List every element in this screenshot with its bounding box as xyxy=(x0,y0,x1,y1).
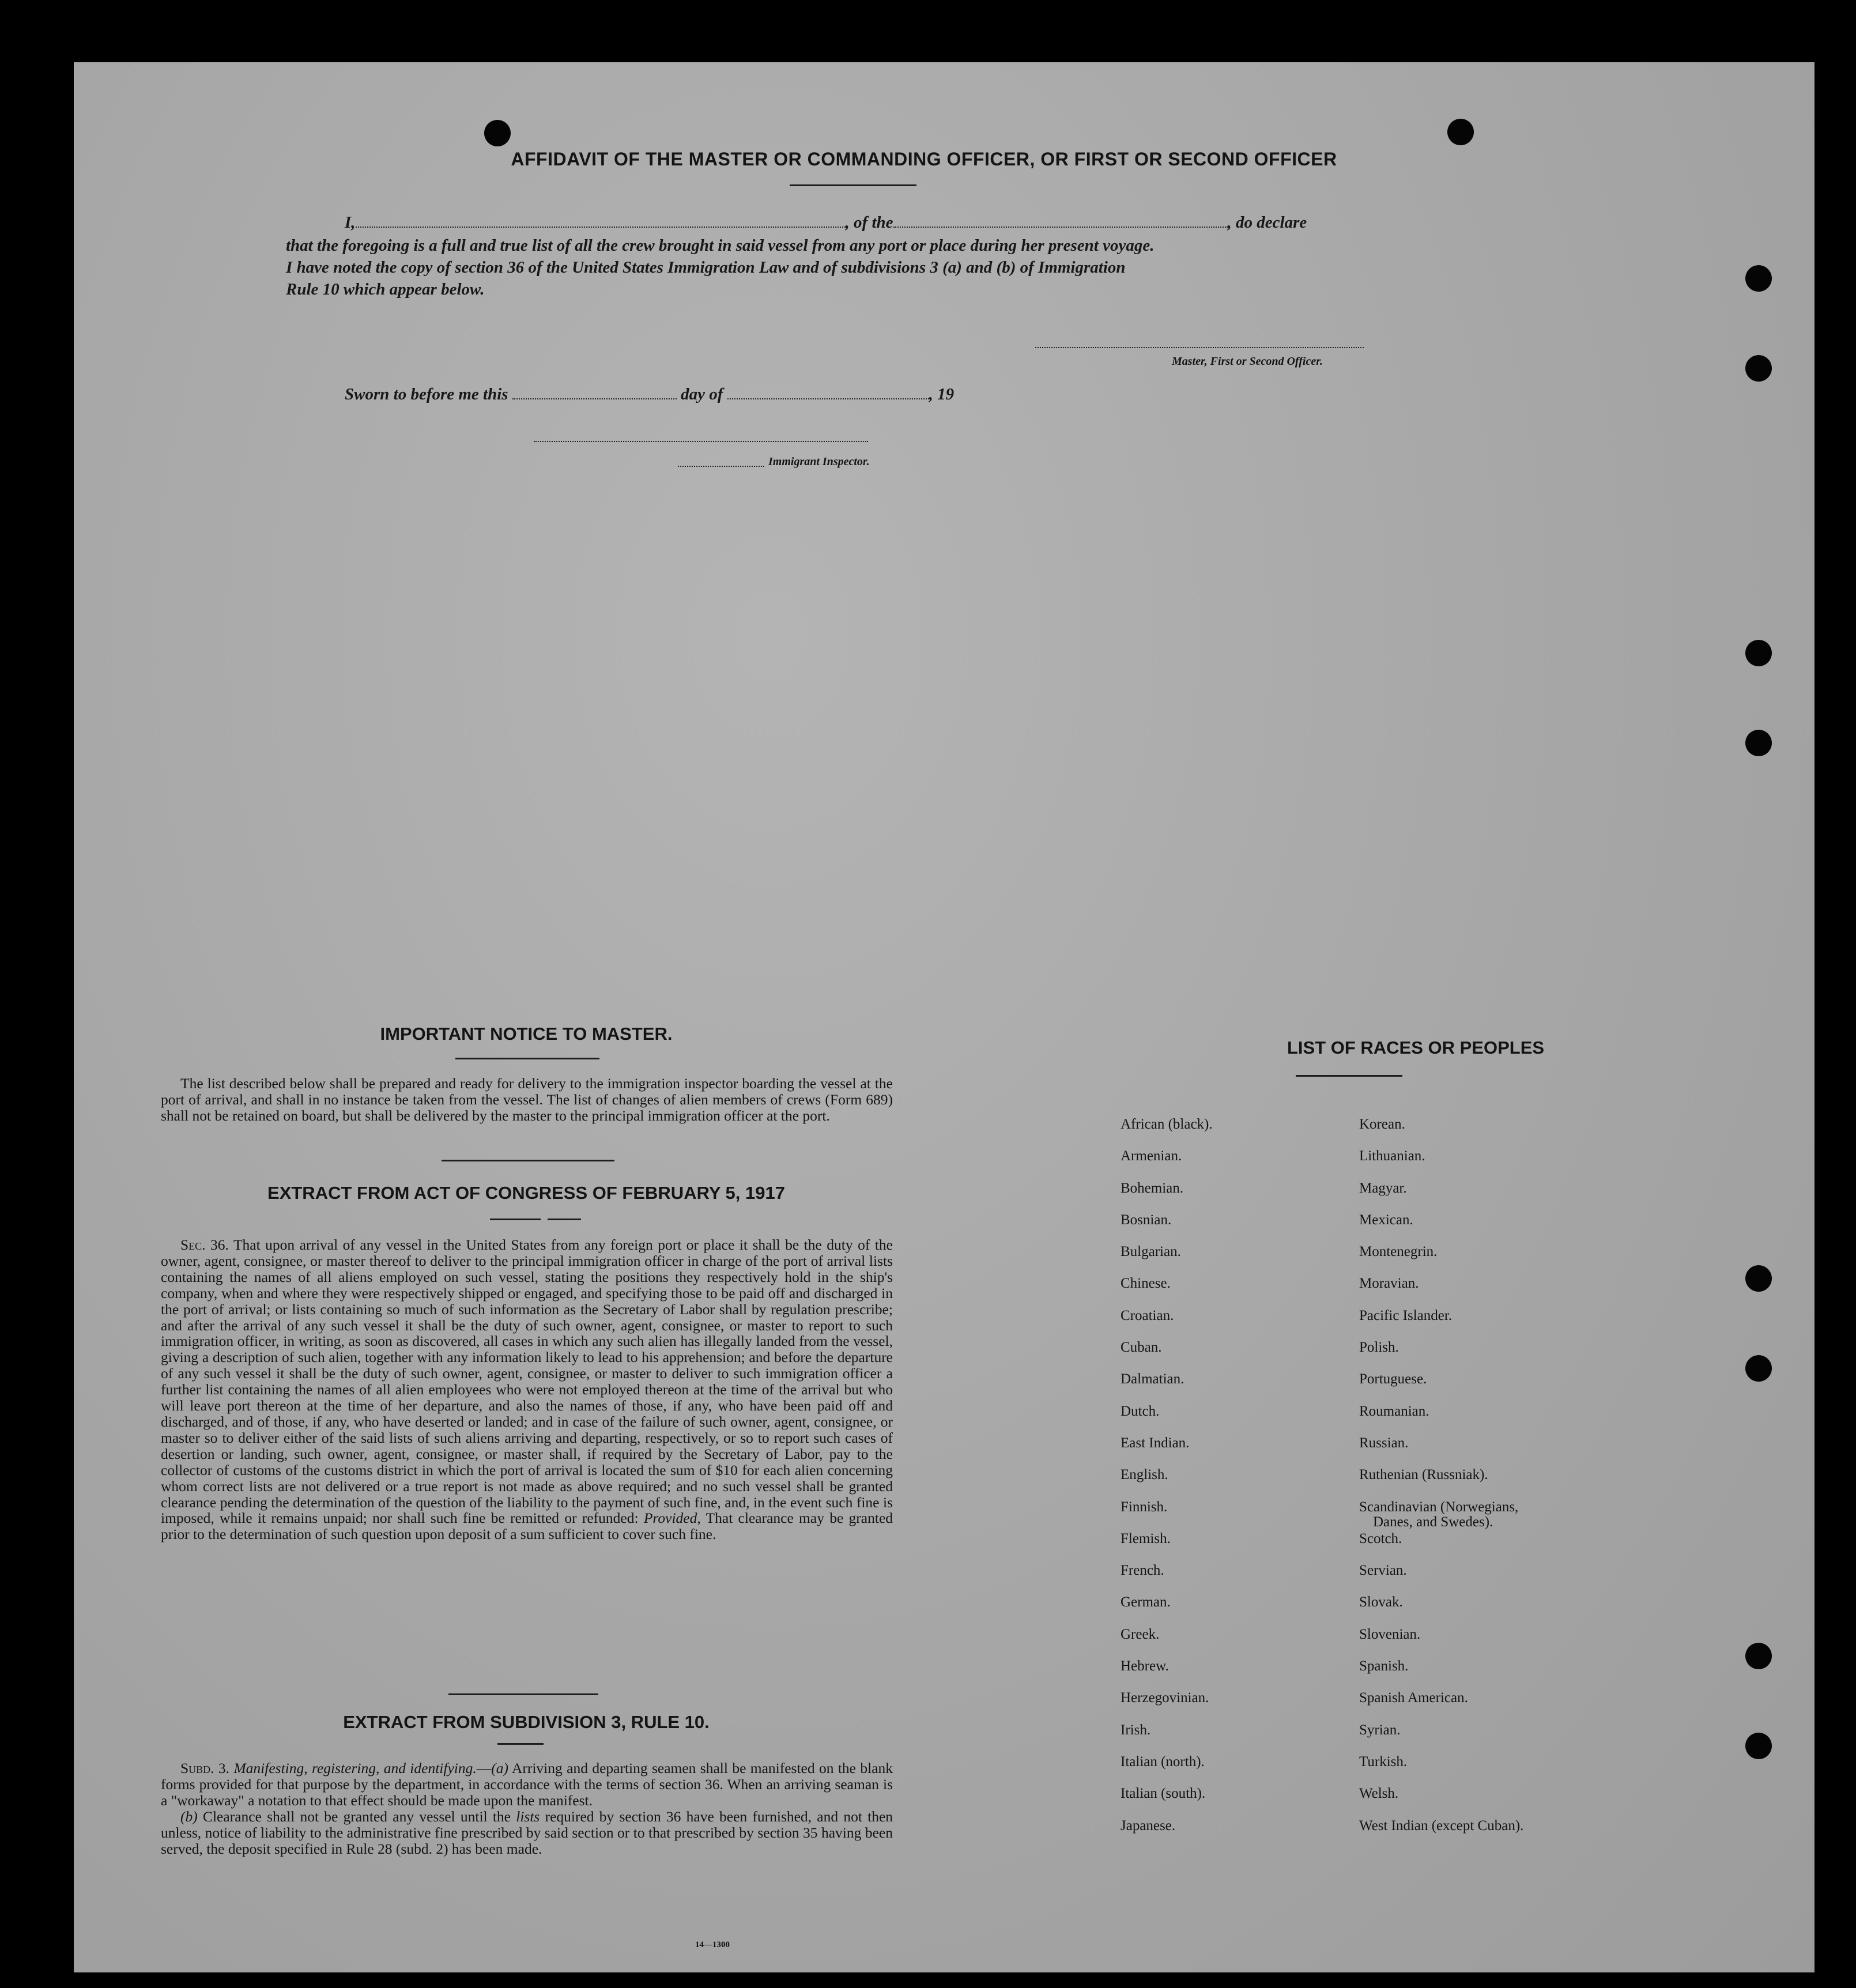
divider xyxy=(448,1693,598,1695)
document-page xyxy=(74,62,1814,1972)
race-item: Pacific Islander. xyxy=(1359,1307,1453,1323)
clause-a-label: (a) xyxy=(491,1760,508,1776)
punch-hole xyxy=(1745,265,1772,292)
race-item: Moravian. xyxy=(1359,1276,1419,1292)
name-blank xyxy=(356,227,846,228)
race-item: Bosnian. xyxy=(1121,1212,1172,1228)
clause-b-text-1: Clearance shall not be granted any vessel until the xyxy=(202,1808,511,1825)
notice-paragraph: The list described below shall be prepared and ready for delivery to the immigration inspector boarding the vessel at the port of arrival, and shall in no instance be taken from the vessel. The list of changes of alien members of crews (Form 689) shall not be retained on board, but shall be delivered by the master to the principal immigration officer at the port. xyxy=(161,1075,893,1124)
inspector-dots xyxy=(678,466,764,467)
race-item: Italian (north). xyxy=(1121,1753,1205,1770)
race-item: Chinese. xyxy=(1121,1276,1171,1292)
race-item: German. xyxy=(1121,1594,1171,1610)
master-signature-label: Master, First or Second Officer. xyxy=(1172,355,1323,368)
rule-paragraph-a: Subd. 3. Manifesting, registering, and identifying.—(a) Arriving and departing seamen shall be manifested on the blank forms provided for that purpose by the department, in accordance with the terms of section 36. When an arriving seaman is a "workaway" a notation to that effect should be made upon the manifest. xyxy=(161,1760,893,1809)
race-item: Finnish. xyxy=(1121,1499,1168,1515)
affidavit-of-the: , of the xyxy=(845,213,893,232)
divider xyxy=(548,1219,581,1220)
section-label: Sec. 36. xyxy=(180,1236,229,1253)
act-title: EXTRACT FROM ACT OF CONGRESS OF FEBRUARY 5, 1917 xyxy=(267,1183,785,1203)
subd-label: Subd. 3. xyxy=(180,1760,230,1776)
race-item: Welsh. xyxy=(1359,1786,1399,1802)
sworn-line xyxy=(345,385,954,404)
race-item: Bohemian. xyxy=(1121,1180,1184,1196)
race-item: Korean. xyxy=(1359,1116,1405,1132)
race-item: Portuguese. xyxy=(1359,1371,1427,1387)
race-item: Roumanian. xyxy=(1359,1403,1429,1419)
notice-text xyxy=(161,1076,893,1124)
divider xyxy=(497,1743,544,1745)
races-title: LIST OF RACES OR PEOPLES xyxy=(1287,1038,1545,1058)
rule-text xyxy=(161,1760,893,1857)
day-of-text: day of xyxy=(681,385,723,403)
race-item: Croatian. xyxy=(1121,1307,1174,1323)
year-prefix: , 19 xyxy=(929,385,955,403)
race-item: African (black). xyxy=(1121,1116,1213,1132)
act-paragraph xyxy=(161,1237,893,1542)
race-item-scandinavian xyxy=(1359,1500,1523,1531)
races-right-column xyxy=(1359,1117,1523,1850)
race-item: Lithuanian. xyxy=(1359,1148,1425,1164)
divider xyxy=(442,1160,614,1161)
race-item: English. xyxy=(1121,1467,1168,1483)
race-item: Dalmatian. xyxy=(1121,1371,1184,1387)
punch-hole xyxy=(484,120,511,146)
races-left-column xyxy=(1121,1117,1213,1850)
race-item: Spanish. xyxy=(1359,1658,1409,1674)
sworn-month-blank xyxy=(727,398,929,399)
race-item: Turkish. xyxy=(1359,1753,1408,1770)
affidavit-line-2: that the foregoing is a full and true list of all the crew brought in said vessel from any port or place during her present voyage. xyxy=(286,236,1155,255)
master-signature-line xyxy=(1035,347,1364,348)
punch-hole xyxy=(1745,355,1772,382)
race-item: Hebrew. xyxy=(1121,1658,1169,1674)
affidavit-line-1 xyxy=(345,213,1497,232)
affidavit-line-4: Rule 10 which appear below. xyxy=(286,280,485,299)
affidavit-title: AFFIDAVIT OF THE MASTER OR COMMANDING OFFICER, OR FIRST OR SECOND OFFICER xyxy=(511,149,1337,169)
section-text: That upon arrival of any vessel in the United States from any foreign port or place it shall be the duty of the owner, agent, consignee, or master thereof to deliver to the principal immigration officer in charge of the port of arrival lists containing the names of all aliens employed on such vessel, stating the positions they respectively hold in the ship's company, when and where they were respectively shipped or engaged, and specifying those to be paid off and discharged in the port of arrival; or lists containing so much of such information as the Secretary of Labor shall by regulation prescribe; and after the arrival of any such vessel it shall be the duty of such owner, agent, consignee, or master to report to such immigration officer, in writing, as soon as discovered, all cases in which any such alien has illegally landed from the vessel, giving a description of such alien, together with any information likely to lead to his apprehension; and before the departure of any such vessel it shall be the duty of such owner, agent, consignee, or master to deliver to such immigration officer a further list containing the names of all alien employees who were not employed thereon at the time of the arrival but who will leave port thereon at the time of her departure, and also the names of those, if any, who have been paid off and discharged, and of those, if any, who have deserted or landed; and in case of the failure of such owner, agent, consignee, or master so to deliver either of the said lists of such aliens arriving and departing, respectively, or so to report such cases of desertion or landing, such owner, agent, consignee, or master shall, if required by the Secretary of Labor, pay to the collector of customs of the customs district in which the port of arrival is located the sum of $10 for each alien concerning whom correct lists are not delivered or a true report is not made as above required; and no such vessel shall be granted clearance pending the determination of the question of the liability to the payment of such fine, and, in the event such fine is imposed, while it remains unpaid; nor shall such fine be remitted or refunded: xyxy=(161,1236,893,1527)
race-item: Scandinavian (Norwegians, xyxy=(1359,1499,1519,1515)
race-item: Herzegovinian. xyxy=(1121,1690,1209,1706)
punch-hole xyxy=(1745,640,1772,666)
section-text-end: That clearance may be granted prior to the determination of such question upon deposit of a sum sufficient to cover such fine. xyxy=(161,1510,893,1543)
race-item: Scotch. xyxy=(1359,1530,1402,1546)
sworn-text: Sworn to before me this xyxy=(345,385,508,403)
act-section-36 xyxy=(161,1237,893,1542)
clause-a-text: Arriving and departing seamen shall be manifested on the blank forms provided for that purpose by the department, in accordance with the terms of section 36. When an arriving seaman is a "workaway" a notation to that effect should be made upon the manifest. xyxy=(161,1760,893,1809)
divider xyxy=(490,1219,541,1220)
clause-b-text-2: required by section 36 have been furnished, and not then unless, notice of liability to the administrative fine prescribed by said section or to that prescribed by section 35 having been served, the deposit specified in Rule 28 (subd. 2) has been made. xyxy=(161,1808,893,1857)
affidavit-i: I, xyxy=(345,213,356,232)
punch-hole xyxy=(1745,1355,1772,1382)
punch-hole xyxy=(1745,1643,1772,1669)
race-item: Japanese. xyxy=(1121,1817,1176,1834)
clause-b-label: (b) xyxy=(180,1808,198,1825)
race-item: Irish. xyxy=(1121,1722,1151,1738)
punch-hole xyxy=(1447,119,1474,145)
race-item: Slovenian. xyxy=(1359,1626,1421,1642)
race-item: Italian (south). xyxy=(1121,1786,1206,1802)
divider xyxy=(455,1058,599,1059)
race-item: Servian. xyxy=(1359,1563,1407,1579)
punch-hole xyxy=(1745,1733,1772,1759)
inspector-label: Immigrant Inspector. xyxy=(768,455,870,468)
race-item: Bulgarian. xyxy=(1121,1244,1181,1260)
vessel-blank xyxy=(893,227,1228,228)
divider xyxy=(790,184,916,186)
race-item-continuation: Danes, and Swedes). xyxy=(1373,1514,1493,1530)
provided-word: Provided, xyxy=(643,1510,701,1527)
race-item: French. xyxy=(1121,1563,1164,1579)
race-item: Syrian. xyxy=(1359,1722,1401,1738)
race-item: East Indian. xyxy=(1121,1435,1190,1451)
race-item: Slovak. xyxy=(1359,1594,1403,1610)
lists-word: lists xyxy=(516,1808,540,1825)
race-item: Montenegrin. xyxy=(1359,1244,1438,1260)
race-item: Ruthenian (Russniak). xyxy=(1359,1467,1488,1483)
punch-hole xyxy=(1745,1265,1772,1292)
race-item: Armenian. xyxy=(1121,1148,1182,1164)
race-item: Polish. xyxy=(1359,1340,1399,1356)
punch-hole xyxy=(1745,730,1772,756)
subd-title: Manifesting, registering, and identifying. xyxy=(233,1760,477,1776)
race-item: Mexican. xyxy=(1359,1212,1413,1228)
race-item: Cuban. xyxy=(1121,1340,1162,1356)
race-item: Magyar. xyxy=(1359,1180,1407,1196)
rule-title: EXTRACT FROM SUBDIVISION 3, RULE 10. xyxy=(343,1712,710,1732)
race-item: West Indian (except Cuban). xyxy=(1359,1817,1524,1834)
race-item: Greek. xyxy=(1121,1626,1160,1642)
rule-paragraph-b xyxy=(161,1809,893,1857)
affidavit-line-3: I have noted the copy of section 36 of the United States Immigration Law and of subdivisions 3 (a) and (b) of Immigration xyxy=(286,258,1126,277)
divider xyxy=(1296,1075,1402,1077)
affidavit-declare: , do declare xyxy=(1227,213,1307,232)
form-number: 14—1300 xyxy=(695,1940,730,1949)
sworn-day-blank xyxy=(512,398,677,399)
race-item: Dutch. xyxy=(1121,1403,1160,1419)
race-item: Russian. xyxy=(1359,1435,1409,1451)
inspector-signature-line xyxy=(534,441,868,442)
race-item: Flemish. xyxy=(1121,1530,1171,1546)
notice-title: IMPORTANT NOTICE TO MASTER. xyxy=(380,1024,673,1044)
race-item: Spanish American. xyxy=(1359,1690,1468,1706)
